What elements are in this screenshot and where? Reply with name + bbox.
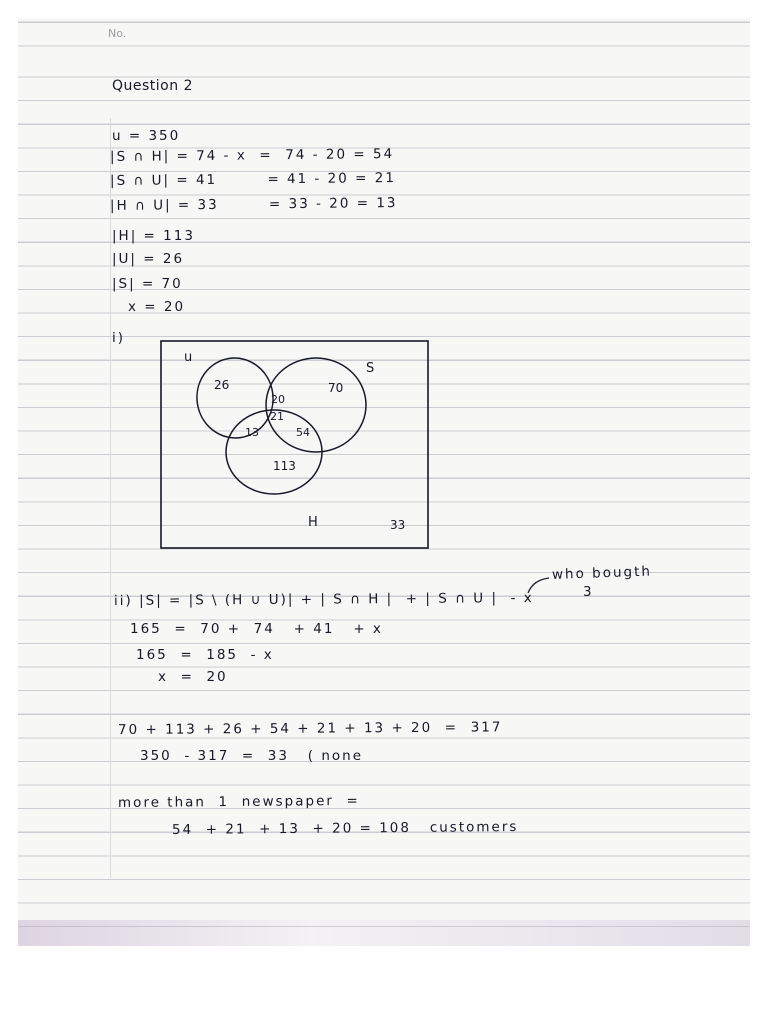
more-than-one-line-2: 54 + 21 + 13 + 20 = 108 customers [171, 818, 519, 838]
set-h-label: H [308, 515, 318, 530]
set-u-label: u [184, 350, 193, 365]
given-line-8: x = 20 [128, 299, 186, 315]
margin-line [110, 118, 111, 878]
sum-line-2: 350 - 317 = 33 ( none [140, 748, 364, 764]
set-s-label: S [366, 361, 375, 376]
part-ii-line-4: x = 20 [158, 669, 228, 685]
region-s-h: 54 [296, 426, 310, 439]
part-ii-line-3: 165 = 185 - x [136, 647, 274, 663]
circle-u [192, 353, 278, 443]
given-line-4: |H ∩ U| = 33 = 33 - 20 = 13 [109, 194, 398, 214]
part-ii-line-2: 165 = 70 + 74 + 41 + x [130, 621, 383, 637]
more-than-one-line-1: more than 1 newspaper = [117, 792, 360, 811]
part-i-label: i) [112, 330, 126, 346]
universal-set-box [161, 341, 428, 548]
question-title: Question 2 [112, 78, 193, 94]
given-line-7: |S| = 70 [112, 276, 183, 292]
circle-s [266, 358, 366, 452]
region-only-h: 113 [273, 459, 296, 473]
given-line-6: |U| = 26 [112, 251, 185, 267]
circle-h [226, 410, 322, 494]
notebook-page [18, 18, 750, 946]
given-line-3: |S ∩ U| = 41 = 41 - 20 = 21 [109, 170, 396, 189]
annotation-text-1: who bougth [551, 563, 653, 583]
page-shadow [18, 920, 750, 946]
given-line-5: |H| = 113 [112, 228, 195, 244]
region-s-u: 21 [270, 410, 284, 423]
region-center: 20 [271, 393, 285, 406]
part-ii-line-1: ii) |S| = |S \ (H ∪ U)| + | S ∩ H | + | S ∩ U | - x [113, 590, 534, 609]
annotation-text-2: 3 [583, 584, 594, 600]
region-only-u: 26 [214, 378, 230, 392]
sum-line-1: 70 + 113 + 26 + 54 + 21 + 13 + 20 = 317 [117, 719, 503, 738]
given-line-2: |S ∩ H| = 74 - x = 74 - 20 = 54 [109, 146, 395, 165]
page-number-label: No. [108, 27, 127, 40]
region-outside: 33 [390, 518, 406, 532]
region-u-h: 13 [245, 426, 259, 439]
region-only-s: 70 [328, 381, 344, 395]
given-line-1: u = 350 [112, 128, 181, 144]
